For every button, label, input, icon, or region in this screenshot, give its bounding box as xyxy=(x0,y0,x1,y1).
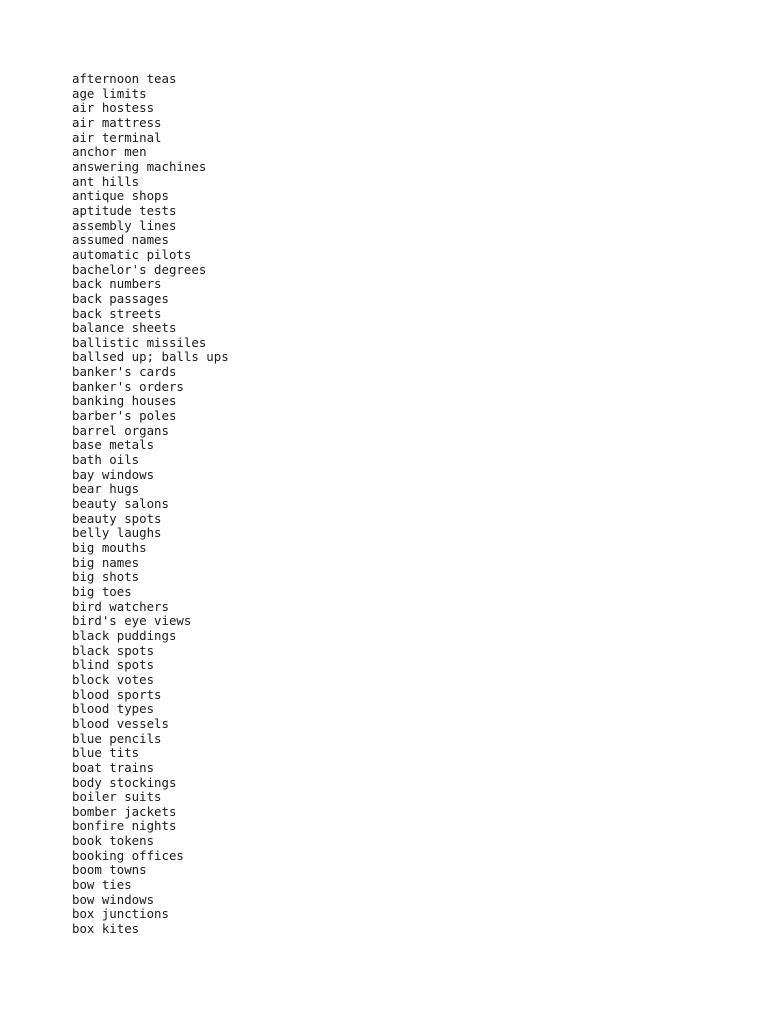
list-item: body stockings xyxy=(72,774,177,790)
list-item: back streets xyxy=(72,305,162,321)
list-item: back numbers xyxy=(72,276,162,292)
list-item: ant hills xyxy=(72,173,140,189)
list-item: big mouths xyxy=(72,540,147,555)
list-item: anchor men xyxy=(72,144,147,160)
list-item: belly laughs xyxy=(72,525,162,541)
list-item: blood types xyxy=(72,701,155,717)
list-item: age limits xyxy=(72,85,147,101)
list-item: blue pencils xyxy=(72,730,162,746)
list-item: back passages xyxy=(72,290,169,306)
list-item: booking offices xyxy=(72,847,184,863)
list-item: blood vessels xyxy=(72,715,169,731)
list-item: bird's eye views xyxy=(72,613,192,629)
list-item: big shots xyxy=(72,569,140,585)
list-item: big names xyxy=(72,554,140,570)
list-item: blue tits xyxy=(72,745,140,761)
list-item: afternoon teas xyxy=(72,71,177,86)
list-item: assembly lines xyxy=(72,217,177,233)
list-item: answering machines xyxy=(72,158,207,174)
list-item: ballistic missiles xyxy=(72,334,207,350)
list-item: bomber jackets xyxy=(72,803,177,819)
list-item: ballsed up; balls ups xyxy=(72,349,229,365)
list-item: black spots xyxy=(72,642,155,658)
list-item: bath oils xyxy=(72,452,140,468)
list-item: bay windows xyxy=(72,466,155,482)
list-item: air terminal xyxy=(72,129,162,145)
list-item: balance sheets xyxy=(72,320,177,336)
list-item: barber's poles xyxy=(72,408,177,424)
list-item: banker's cards xyxy=(72,364,177,380)
list-item: aptitude tests xyxy=(72,202,177,218)
list-item: book tokens xyxy=(72,833,155,849)
list-item: beauty spots xyxy=(72,510,162,526)
list-item: box kites xyxy=(72,921,140,937)
list-item: bow ties xyxy=(72,877,132,893)
list-item: banker's orders xyxy=(72,378,184,394)
list-item: box junctions xyxy=(72,906,169,922)
word-list xyxy=(72,72,229,937)
list-item: banking houses xyxy=(72,393,177,409)
list-item: bachelor's degrees xyxy=(72,261,207,277)
list-item: air hostess xyxy=(72,100,155,116)
list-item: beauty salons xyxy=(72,496,169,512)
list-item: bow windows xyxy=(72,891,155,907)
list-item: black puddings xyxy=(72,627,177,643)
list-item: bonfire nights xyxy=(72,818,177,834)
list-item: blood sports xyxy=(72,686,162,702)
list-item: block votes xyxy=(72,671,155,687)
list-item: boiler suits xyxy=(72,789,162,805)
list-item: air mattress xyxy=(72,114,162,130)
list-item: bear hugs xyxy=(72,481,140,497)
list-item: bird watchers xyxy=(72,598,169,614)
list-item: automatic pilots xyxy=(72,246,192,262)
list-item: barrel organs xyxy=(72,422,169,438)
list-item: big toes xyxy=(72,583,132,599)
list-item: blind spots xyxy=(72,657,155,673)
list-item: base metals xyxy=(72,437,155,453)
list-item: boom towns xyxy=(72,862,147,878)
list-item: boat trains xyxy=(72,759,155,775)
list-item: antique shops xyxy=(72,188,169,204)
list-item: assumed names xyxy=(72,232,169,248)
